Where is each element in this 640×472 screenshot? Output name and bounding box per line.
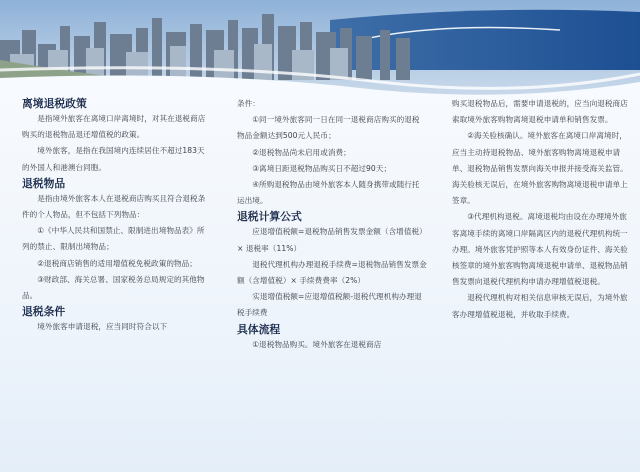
column-1 [22,96,208,335]
excluded-item-1: ①《中华人民共和国禁止、限制进出境物品表》所列的禁止、限制出境物品； [22,226,205,252]
condition-3: ③离境日距退税物品购买日不超过90天； [252,163,392,173]
heading-refund-formula: 退税计算公式 [237,210,302,224]
formula-refundable-vat: 应退增值税额=退税物品销售发票金额（含增值税）× 退税率（11%） [237,227,427,253]
condition-2: ②退税物品尚未启用或消费； [252,147,351,157]
column-3 [452,96,634,323]
condition-4: ④所购退税物品由境外旅客本人随身携带或随行托运出境。 [237,180,420,206]
conditions-intro-cont: 条件： [237,99,260,108]
overseas-traveler-definition: 境外旅客，是指在我国境内连续居住不超过183天的外国人和港澳台同胞。 [22,146,205,172]
excluded-item-2: ②退税商店销售的适用增值税免税政策的物品； [37,258,197,268]
heading-procedure: 具体流程 [237,322,281,336]
condition-1: ①同一境外旅客同一日在同一退税商店购买的退税物品金额达到500元人民币； [237,115,420,141]
city-coastline-banner [0,0,640,96]
heading-departure-tax-refund-policy: 离境退税政策 [22,97,87,110]
procedure-step-1: ①退税物品购买。境外旅客在退税商店 [252,339,382,349]
refund-items-intro: 是指由境外旅客本人在退税商店购买且符合退税条件的个人物品，但不包括下列物品： [22,193,206,220]
procedure-final: 退税代理机构对相关信息审核无误后，为境外旅客办理增值税退税，并收取手续费。 [452,293,628,319]
tax-refund-brochure [0,96,640,472]
column-2 [237,96,427,353]
heading-refund-items: 退税物品 [22,176,66,190]
procedure-step-1-cont: 购买退税物品后，需要申请退税的，应当向退税商店索取境外旅客购物离境退税申请单和销售发票。 [452,99,628,125]
policy-definition: 是指境外旅客在离境口岸离境时，对其在退税商店购买的退税物品退还增值税的政策。 [22,114,206,140]
formula-handling-fee: 退税代理机构办理退税手续费=退税物品销售发票金额（含增值税）× 手续费费率（2%） [237,259,427,286]
procedure-step-3: ③代理机构退税。离境退税均由设在办理境外旅客离境手续的离境口岸隔离区内的退税代理机构统一办理。境外旅客凭护照等本人有效身份证件、海关验核签章的境外旅客购物离境退税申请单、退税物品销售发票向退税代理机构申请办理增值税退税。 [452,212,628,287]
excluded-item-3: ③财政部、海关总署、国家税务总局规定的其他物品。 [22,274,205,301]
procedure-step-2: ②海关验核确认。境外旅客在离境口岸离境时，应当主动持退税物品、境外旅客购物离境退税申请单、退税物品销售发票向海关申报并接受海关监管。海关验核无误后，在境外旅客购物离境退税申请单上签章。 [452,131,628,206]
city-skyline-image [0,0,640,96]
heading-refund-conditions: 退税条件 [22,305,66,319]
formula-actual-refund: 实退增值税额=应退增值税额-退税代理机构办理退税手续费 [237,292,422,318]
conditions-intro: 境外旅客申请退税，应当同时符合以下 [37,322,168,332]
